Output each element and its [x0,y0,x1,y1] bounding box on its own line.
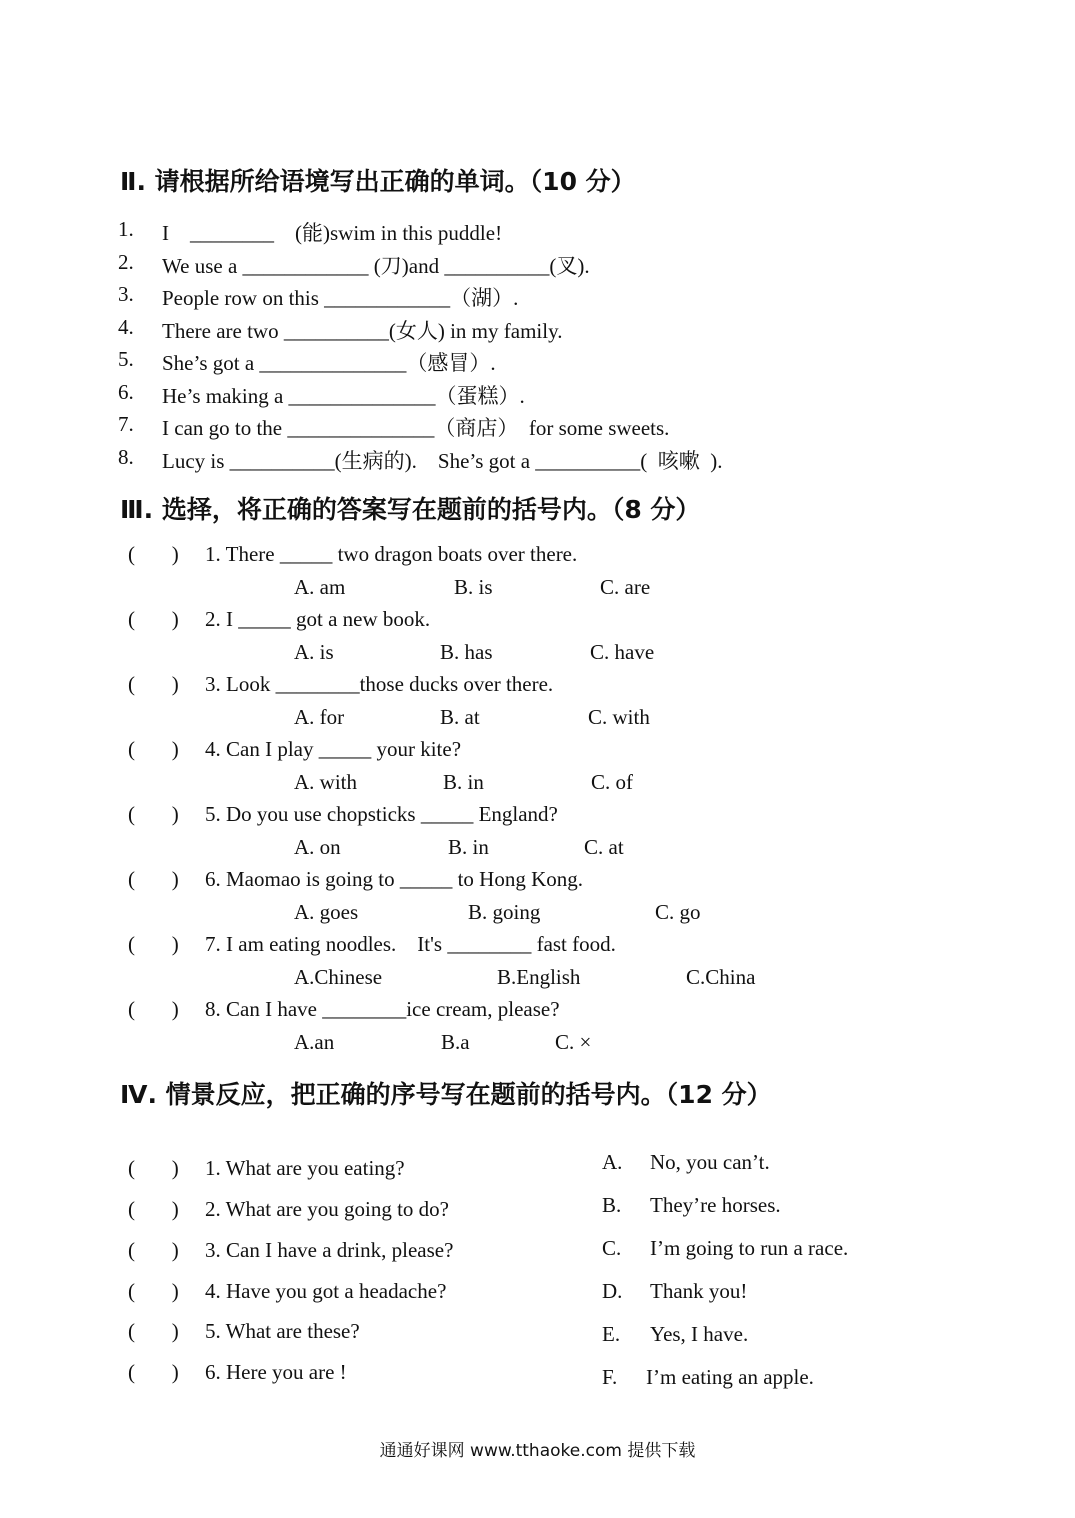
s3-q5-text: 5. Do you use chopsticks _____ England? [205,802,558,826]
s2-item-5-num: 5. [118,347,134,371]
s3-q1-option-c: C. are [600,575,651,599]
s3-q3-option-b: B. at [440,705,480,729]
s3-q4-option-b: B. in [443,770,484,794]
s4-q6-answer-blank[interactable]: ( ) [128,1360,179,1384]
s3-q8-text: 8. Can I have ________ice cream, please? [205,997,560,1021]
s3-q7-option-a: A.Chinese [294,965,383,989]
s2-item-1-text: I ________ (能)swim in this puddle! [162,221,503,245]
s4-answer-a-text: No, you can’t. [650,1150,770,1174]
s3-q4-text: 4. Can I play _____ your kite? [205,737,462,761]
s2-item-5-text: She’s got a ______________（感冒）. [162,351,496,375]
s4-q2-answer-blank[interactable]: ( ) [128,1197,179,1221]
s3-q6-option-c: C. go [655,900,701,924]
s3-q1-option-a: A. am [294,575,346,599]
s4-answer-f-text: I’m eating an apple. [646,1365,814,1389]
s4-q3-answer-blank[interactable]: ( ) [128,1238,179,1262]
s4-q2-text: 2. What are you going to do? [205,1197,449,1221]
s3-q5-option-c: C. at [584,835,624,859]
s4-q4-answer-blank[interactable]: ( ) [128,1279,179,1303]
s4-answer-e-letter: E. [602,1322,621,1346]
s2-item-8-num: 8. [118,445,134,469]
s2-item-4-text: There are two __________(女人) in my family. [162,319,563,343]
s3-q8-option-b: B.a [441,1030,470,1054]
s3-q1-text: 1. There _____ two dragon boats over there. [205,542,578,566]
s3-q2-text: 2. I _____ got a new book. [205,607,431,631]
section-2-heading: Ⅱ. 请根据所给语境写出正确的单词。（10 分） [120,167,636,196]
s3-q4-option-a: A. with [294,770,357,794]
s3-q4-answer-blank[interactable]: ( ) [128,737,179,761]
s3-q6-option-b: B. going [468,900,541,924]
s2-item-3-num: 3. [118,282,134,306]
s4-q1-text: 1. What are you eating? [205,1156,405,1180]
s3-q7-text: 7. I am eating noodles. It's ________ fast food. [205,932,616,956]
section-4-heading: Ⅳ. 情景反应，把正确的序号写在题前的括号内。（12 分） [120,1080,772,1109]
s2-item-2-text: We use a ____________ (刀)and __________(叉). [162,254,590,278]
s4-answer-d-letter: D. [602,1279,623,1303]
s4-q5-text: 5. What are these? [205,1319,360,1343]
s3-q5-answer-blank[interactable]: ( ) [128,802,179,826]
s3-q1-answer-blank[interactable]: ( ) [128,542,179,566]
s4-answer-f-letter: F. [602,1365,618,1389]
s4-answer-a-letter: A. [602,1150,623,1174]
s4-q3-text: 3. Can I have a drink, please? [205,1238,454,1262]
s2-item-4-num: 4. [118,315,134,339]
s2-item-6-num: 6. [118,380,134,404]
s3-q6-answer-blank[interactable]: ( ) [128,867,179,891]
s3-q3-option-a: A. for [294,705,345,729]
s4-answer-c-letter: C. [602,1236,622,1260]
s4-q1-answer-blank[interactable]: ( ) [128,1156,179,1180]
s2-item-6-text: He’s making a ______________（蛋糕）. [162,384,525,408]
s4-answer-e-text: Yes, I have. [650,1322,749,1346]
s2-item-2-num: 2. [118,250,134,274]
s2-item-8-text: Lucy is __________(生病的). She’s got a __________( 咳嗽 ). [162,449,723,473]
s4-answer-b-letter: B. [602,1193,622,1217]
s3-q7-option-c: C.China [686,965,756,989]
s3-q8-option-c: C. × [555,1030,592,1054]
s3-q2-option-b: B. has [440,640,493,664]
s3-q6-option-a: A. goes [294,900,359,924]
s2-item-1-num: 1. [118,217,134,241]
s3-q3-text: 3. Look ________those ducks over there. [205,672,554,696]
s3-q5-option-a: A. on [294,835,341,859]
s3-q7-answer-blank[interactable]: ( ) [128,932,179,956]
s4-answer-d-text: Thank you! [650,1279,748,1303]
s3-q2-answer-blank[interactable]: ( ) [128,607,179,631]
s3-q4-option-c: C. of [591,770,633,794]
s3-q8-answer-blank[interactable]: ( ) [128,997,179,1021]
s3-q2-option-a: A. is [294,640,334,664]
s3-q1-option-b: B. is [454,575,493,599]
s3-q3-option-c: C. with [588,705,650,729]
footer-source: 通通好课网 www.tthaoke.com 提供下载 [379,1441,696,1461]
s3-q5-option-b: B. in [448,835,489,859]
s3-q3-answer-blank[interactable]: ( ) [128,672,179,696]
s3-q7-option-b: B.English [497,965,581,989]
section-3-heading: Ⅲ. 选择，将正确的答案写在题前的括号内。（8 分） [120,495,701,524]
s4-q6-text: 6. Here you are ! [205,1360,347,1384]
s4-q4-text: 4. Have you got a headache? [205,1279,447,1303]
s2-item-7-text: I can go to the ______________（商店） for some sweets. [162,416,670,440]
s2-item-3-text: People row on this ____________（湖）. [162,286,519,310]
s4-q5-answer-blank[interactable]: ( ) [128,1319,179,1343]
s2-item-7-num: 7. [118,412,134,436]
s3-q2-option-c: C. have [590,640,655,664]
s4-answer-c-text: I’m going to run a race. [650,1236,849,1260]
s4-answer-b-text: They’re horses. [650,1193,781,1217]
s3-q6-text: 6. Maomao is going to _____ to Hong Kong. [205,867,583,891]
s3-q8-option-a: A.an [294,1030,335,1054]
